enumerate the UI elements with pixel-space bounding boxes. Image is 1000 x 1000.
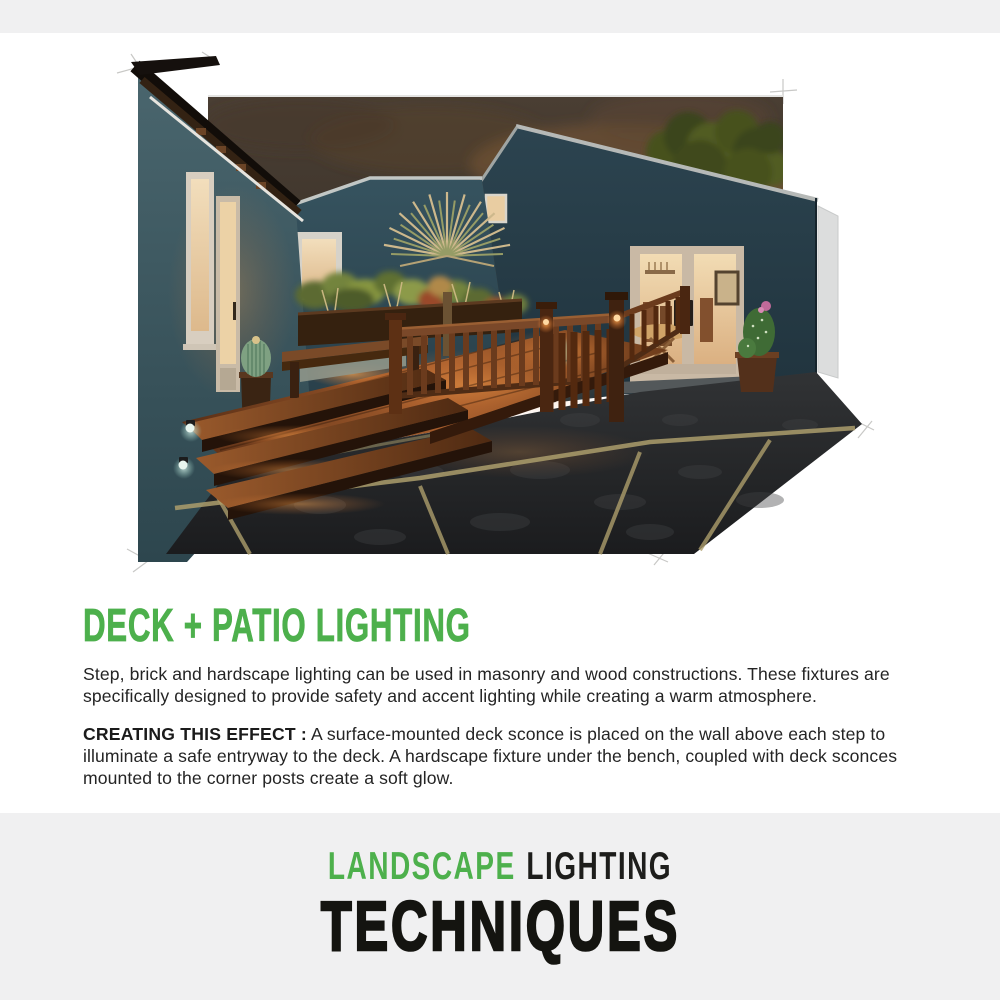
brand-word-lighting: LIGHTING [526, 845, 673, 888]
step-sconce [180, 420, 202, 442]
brand-word-landscape: LANDSCAPE [327, 845, 516, 888]
effect-label: CREATING THIS EFFECT : [83, 723, 307, 744]
footer-brand-band [0, 813, 1000, 1000]
effect-text: A surface-mounted deck sconce is placed on the wall above each step to illuminate a safe entryway to the deck. A hardscape fixture under the bench, coupled with deck sconces mounted to the corner posts create a soft glow. [83, 723, 898, 789]
page-title: DECK + PATIO LIGHTING [83, 599, 471, 651]
left-lit-window [183, 172, 217, 350]
article [83, 599, 947, 790]
dining-chair [700, 298, 713, 342]
effect-paragraph [83, 723, 947, 790]
brand-title: TECHNIQUES [320, 887, 680, 965]
roof-ridge [131, 56, 220, 75]
gray-wall-panel [818, 206, 838, 378]
framed-picture [716, 272, 738, 304]
step-sconce [173, 457, 195, 479]
door-handle [233, 302, 236, 320]
railing-post [389, 318, 402, 414]
brand-line [328, 847, 672, 886]
intro-paragraph: Step, brick and hardscape lighting can be used in masonry and wood constructions. These fixtures are specifically designed to provide safety and accent lighting while creating a warm atmosphere. [83, 664, 890, 707]
glass-door [216, 196, 240, 392]
